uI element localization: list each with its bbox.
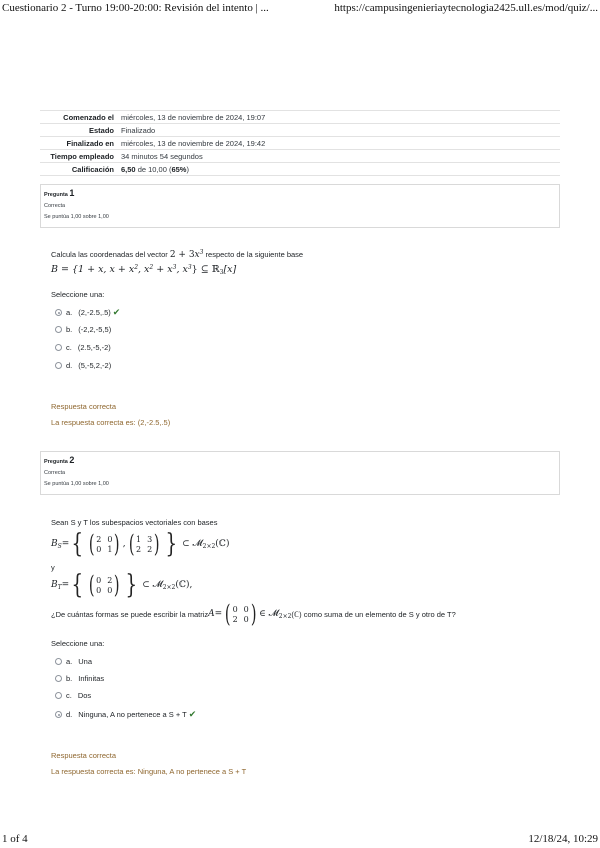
basis-expression <box>51 264 236 275</box>
space-name: ⊂ 𝓜 <box>182 539 203 549</box>
matrix-cell: 3 <box>147 534 153 544</box>
summary-value: miércoles, 13 de noviembre de 2024, 19:42 <box>118 137 560 150</box>
question-number <box>44 188 556 200</box>
page-title: Cuestionario 2 - Turno 19:00-20:00: Revisión del intento | ... <box>2 2 269 14</box>
left-brace: { <box>71 570 84 600</box>
matrix: ( 0 0 2 0 ) <box>225 600 257 628</box>
checkmark-icon: ✔ <box>188 709 197 719</box>
q2-feedback-answer: La respuesta correcta es: Ninguna, A no pertenece a S + T <box>51 767 247 776</box>
question-number <box>44 455 556 467</box>
option-letter: c. <box>66 343 72 352</box>
question-2-statement: Sean S y T los subespacios vectoriales con bases <box>51 518 218 527</box>
basis-exp: 2 <box>149 264 154 271</box>
radio-icon[interactable] <box>55 675 62 682</box>
summary-row <box>40 111 560 124</box>
basis-exp: 3 <box>172 264 177 271</box>
matrix-name: A <box>208 609 215 619</box>
question-points: Se puntúa 1,00 sobre 1,00 <box>44 214 109 220</box>
question-status: Correcta <box>44 203 66 209</box>
matrix-cell: 2 <box>232 614 238 624</box>
question-2-info <box>40 451 560 495</box>
matrix-cell: 0 <box>96 585 102 595</box>
basis-name: B <box>51 580 58 590</box>
space-sub: 2×2 <box>202 543 216 550</box>
matrix-cell: 2 <box>136 544 142 554</box>
select-one-label: Seleccione una: <box>51 290 105 299</box>
option-text: Dos <box>77 691 92 700</box>
q2-option-c[interactable] <box>55 691 91 700</box>
equals: = <box>61 580 70 590</box>
basis-part: , x <box>138 264 150 275</box>
option-text: (2,-2.5,.5) <box>78 308 111 317</box>
equals: = <box>214 609 223 619</box>
option-text: (-2,2,-5,5) <box>78 325 112 334</box>
option-letter: b. <box>66 674 73 683</box>
page-url[interactable]: https://campusingenieriaytecnologia2425.ull.es/mod/quiz/... <box>334 2 598 14</box>
option-letter: d. <box>66 710 73 719</box>
summary-value: 34 minutos 54 segundos <box>118 150 560 163</box>
q2-option-b[interactable] <box>55 674 104 683</box>
matrix-cell: 2 <box>107 575 113 585</box>
q1-option-a[interactable] <box>55 307 120 318</box>
summary-value: miércoles, 13 de noviembre de 2024, 19:07 <box>118 111 560 124</box>
page-count: 1 of 4 <box>2 833 28 845</box>
right-brace: } <box>165 529 177 559</box>
radio-icon[interactable] <box>55 658 62 665</box>
question-points: Se puntúa 1,00 sobre 1,00 <box>44 481 109 487</box>
question-number-value: 2 <box>69 455 75 465</box>
question-number-value: 1 <box>69 188 75 198</box>
option-text: Ninguna, A no pertenece a S + T <box>78 710 187 719</box>
grade-close: ) <box>186 164 189 174</box>
radio-selected-icon[interactable] <box>55 309 62 316</box>
matrix-cell: 0 <box>96 575 102 585</box>
question-label: Pregunta <box>44 192 68 198</box>
summary-label: Comenzado el <box>40 111 118 124</box>
matrix-cell: 2 <box>96 534 102 544</box>
checkmark-icon: ✔ <box>112 307 121 317</box>
space-name: ∈ 𝓜 <box>259 609 279 619</box>
radio-icon[interactable] <box>55 362 62 369</box>
vector-var: x <box>194 250 200 260</box>
summary-label: Estado <box>40 124 118 137</box>
prompt-text: ¿De cuántas formas se puede escribir la matriz <box>51 609 209 619</box>
statement-text: Calcula las coordenadas del vector <box>51 250 170 259</box>
matrix-cell: 1 <box>136 534 142 544</box>
q1-feedback-answer: La respuesta correcta es: (2,-2.5,.5) <box>51 418 171 427</box>
q1-feedback-title: Respuesta correcta <box>51 402 117 411</box>
summary-row <box>40 150 560 163</box>
basis-name: B <box>51 539 58 549</box>
left-brace: { <box>71 529 84 559</box>
matrix-cell: 0 <box>232 604 238 614</box>
print-date: 12/18/24, 10:29 <box>528 833 598 845</box>
matrix-cell: 0 <box>96 544 102 554</box>
q2-feedback-title: Respuesta correcta <box>51 751 117 760</box>
vector-exp: 3 <box>199 249 204 256</box>
basis-part: , x <box>176 264 188 275</box>
option-text: (2.5,-5,-2) <box>77 343 111 352</box>
option-text: Infinitas <box>78 674 105 683</box>
basis-exp: 3 <box>187 264 192 271</box>
matrix: ( 1 3 2 2 ) <box>128 530 160 558</box>
summary-value: Finalizado <box>118 124 560 137</box>
grade-score: 6,50 <box>121 164 136 174</box>
q2-option-d[interactable] <box>55 709 196 720</box>
grade-label: Calificación <box>40 163 118 176</box>
vector-expr: 2 + 3 <box>169 250 195 260</box>
grade-value <box>118 163 560 176</box>
matrix: ( 2 0 0 1 ) <box>88 530 120 558</box>
matrix: ( 0 2 0 0 ) <box>88 571 120 599</box>
radio-selected-icon[interactable] <box>55 711 62 718</box>
basis-exp: 2 <box>134 264 139 271</box>
q1-option-c[interactable] <box>55 343 111 352</box>
and-word: y <box>51 563 55 572</box>
option-letter: b. <box>66 325 73 334</box>
summary-row <box>40 137 560 150</box>
q2-option-a[interactable] <box>55 657 92 666</box>
basis-sub: S <box>57 543 62 550</box>
question-label: Pregunta <box>44 459 68 465</box>
basis-part: + x <box>153 264 173 275</box>
attempt-summary-table <box>40 110 560 176</box>
question-1-statement <box>51 250 303 260</box>
radio-icon[interactable] <box>55 326 62 333</box>
matrix-cell: 0 <box>243 604 249 614</box>
basis-s-expression: $B_S$ = { ( 2 0 0 1 ) , ( 1 3 2 2 ) } ⊂ 𝓜$_{2\times 2}$(ℂ) <box>51 529 230 559</box>
q1-option-d[interactable] <box>55 361 111 370</box>
q1-option-b[interactable] <box>55 325 111 334</box>
option-text: (5,-5,2,-2) <box>78 361 112 370</box>
option-letter: c. <box>66 691 72 700</box>
equals: = <box>61 539 70 549</box>
grade-rest: de 10,00 ( <box>135 164 172 174</box>
prompt-text-end: (ℂ) como suma de un elemento de S y otro de T? <box>291 609 456 619</box>
summary-row-grade <box>40 163 560 176</box>
question-status: Correcta <box>44 470 66 476</box>
basis-part: [x] <box>223 264 237 275</box>
matrix-cell: 0 <box>107 585 113 595</box>
radio-icon[interactable] <box>55 344 62 351</box>
matrix-cell: 0 <box>243 614 249 624</box>
select-one-label: Seleccione una: <box>51 639 105 648</box>
right-brace: } <box>125 570 137 600</box>
option-letter: d. <box>66 361 73 370</box>
matrix-cell: 1 <box>107 544 113 554</box>
summary-row <box>40 124 560 137</box>
radio-icon[interactable] <box>55 692 62 699</box>
basis-part: B = {1 + x, x + x <box>51 264 135 275</box>
grade-percent: 65% <box>171 164 187 174</box>
space-field: (ℂ), <box>175 580 193 590</box>
option-text: Una <box>78 657 93 666</box>
basis-sub: 3 <box>219 269 224 276</box>
space-sub: 2×2 <box>278 613 292 620</box>
space-sub: 2×2 <box>162 584 176 591</box>
question-1-info <box>40 184 560 228</box>
basis-sub: T <box>57 584 62 591</box>
summary-label: Finalizado en <box>40 137 118 150</box>
option-letter: a. <box>66 308 73 317</box>
statement-text-end: respecto de la siguiente base <box>203 250 304 259</box>
basis-part: } ⊆ ℝ <box>191 264 220 275</box>
matrix-cell: 0 <box>107 534 113 544</box>
summary-label: Tiempo empleado <box>40 150 118 163</box>
option-letter: a. <box>66 657 73 666</box>
space-field: (ℂ) <box>215 539 230 549</box>
basis-t-expression <box>51 572 192 598</box>
space-name: ⊂ 𝓜 <box>142 580 163 590</box>
matrix-cell: 2 <box>147 544 153 554</box>
question-2-prompt <box>51 602 456 626</box>
